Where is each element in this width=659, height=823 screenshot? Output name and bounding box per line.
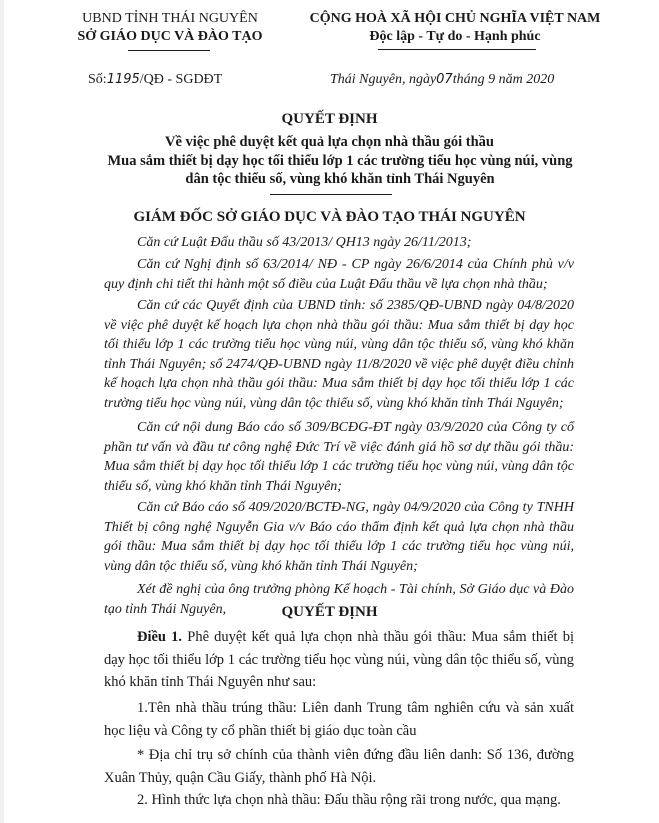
document-number xyxy=(88,72,222,88)
doc-no-suffix: /QĐ - SGDĐT xyxy=(139,72,223,87)
motto: Độc lập - Tự do - Hạnh phúc xyxy=(369,29,541,44)
motto-underline xyxy=(378,49,536,50)
subject-underline xyxy=(270,194,392,195)
decision-heading: QUYẾT ĐỊNH xyxy=(281,604,378,620)
basis-2: Căn cứ Nghị định số 63/2014/ NĐ - CP ngày 26/6/2014 của Chính phủ v/v quy định chi tiết thi hành một số điều của Luật Đấu thầu về lựa chọn nhà thầu; xyxy=(104,257,574,292)
document-header xyxy=(0,0,659,100)
doc-no-prefix: Số: xyxy=(88,72,107,87)
date-suffix: tháng 9 năm 2020 xyxy=(452,72,555,87)
basis-4: Căn cứ nội dung Báo cáo số 309/BCĐG-ĐT ngày 03/9/2020 của Công ty cổ phần tư vấn và đầu tư công nghệ Đức Trí về việc đánh giá hồ sơ dự thầu gói thầu: Mua sắm thiết bị dạy học tối thiểu lớp 1 các trường tiểu học vùng núi, vùng dân tộc thiểu số, vùng khó khăn tỉnh Thái Nguyên; xyxy=(104,420,574,494)
article-1 xyxy=(104,626,574,694)
authority-heading: GIÁM ĐỐC SỞ GIÁO DỤC VÀ ĐÀO TẠO THÁI NGUYÊN xyxy=(133,209,526,225)
article-1-label: Điều 1. xyxy=(137,629,183,645)
document-title: QUYẾT ĐỊNH xyxy=(281,111,378,127)
subject-line-2: Mua sắm thiết bị dạy học tối thiểu lớp 1 các trường tiểu học vùng núi, vùng dân tộc thiểu số, vùng khó khăn tỉnh Thái Nguyên xyxy=(107,153,573,187)
org-name: SỞ GIÁO DỤC VÀ ĐÀO TẠO xyxy=(77,29,263,44)
date-handwritten: 07 xyxy=(436,72,453,87)
org-underline xyxy=(128,50,210,51)
org-parent: UBND TỈNH THÁI NGUYÊN xyxy=(82,11,258,26)
basis-6: Xét đề nghị của ông trưởng phòng Kế hoạch - Tài chính, Sở Giáo dục và Đào tạo tỉnh Thái Nguyên, xyxy=(104,582,574,617)
doc-no-handwritten: 1195 xyxy=(106,72,140,87)
country-name: CỘNG HOÀ XÃ HỘI CHỦ NGHĨA VIỆT NAM xyxy=(309,11,601,26)
date-prefix: Thái Nguyên, ngày xyxy=(330,72,437,87)
item-1-note: * Địa chỉ trụ sở chính của thành viên đứng đầu liên danh: Số 136, đường Xuân Thủy, quận Cầu Giấy, thành phố Hà Nội. xyxy=(104,747,574,786)
item-2: 2. Hình thức lựa chọn nhà thầu: Đấu thầu rộng rãi trong nước, qua mạng. xyxy=(137,792,561,808)
subject-line-1: Về việc phê duyệt kết quả lựa chọn nhà thầu gói thầu xyxy=(165,134,494,150)
basis-5: Căn cứ Báo cáo số 409/2020/BCTĐ-NG, ngày 04/9/2020 của Công ty TNHH Thiết bị công nghệ Nguyễn Gia v/v Báo cáo thẩm định kết quả lựa chọn nhà thầu gói thầu: Mua sắm thiết bị dạy học tối thiểu lớp 1 các trường tiểu học vùng núi, vùng dân tộc thiểu số, vùng khó khăn tỉnh Thái Nguyên; xyxy=(104,500,574,574)
article-1-text: Phê duyệt kết quả lựa chọn nhà thầu gói thầu: Mua sắm thiết bị dạy học tối thiểu lớp 1 các trường tiểu học vùng núi, vùng dân tộc thiểu số, vùng khó khăn tỉnh Thái Nguyên như sau: xyxy=(104,629,575,690)
item-1: 1.Tên nhà thầu trúng thầu: Liên danh Trung tâm nghiên cứu và sản xuất học liệu và Công ty cổ phần thiết bị giáo dục toàn cầu xyxy=(104,700,574,739)
basis-3: Căn cứ các Quyết định của UBND tỉnh: số 2385/QĐ-UBND ngày 04/8/2020 về việc phê duyệt kế hoạch lựa chọn nhà thầu gói thầu: Mua sắm thiết bị dạy học tối thiểu lớp 1 các trường tiểu học vùng núi, vùng dân tộc thiểu số, vùng khó khăn tỉnh Thái Nguyên; số 2474/QĐ-UBND ngày 11/8/2020 về việc phê duyệt điều chỉnh kế hoạch lựa chọn nhà thầu gói thầu: Mua sắm thiết bị dạy học tối thiểu lớp 1 các trường tiểu học vùng núi, vùng dân tộc thiểu số, vùng khó khăn tỉnh Thái Nguyên; xyxy=(104,298,574,411)
document-date xyxy=(330,72,554,88)
basis-1: Căn cứ Luật Đấu thầu số 43/2013/ QH13 ngày 26/11/2013; xyxy=(137,235,472,250)
